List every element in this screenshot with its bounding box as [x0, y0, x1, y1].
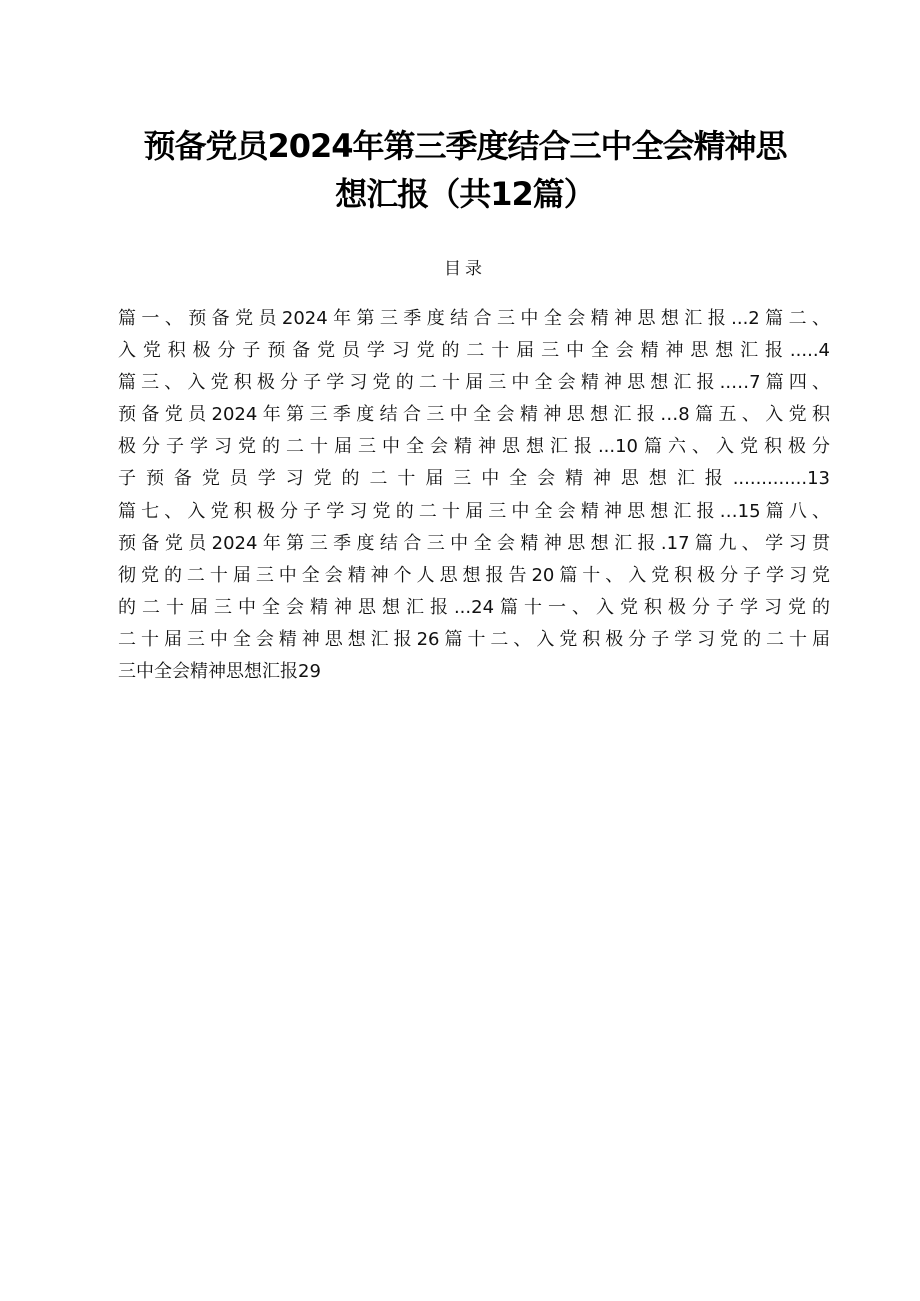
document-title-line-2: 想汇报（共12篇）: [335, 175, 595, 213]
toc-line-3: 篇三、入党积极分子学习党的二十届三中全会精神思想汇报..…7篇四、: [118, 372, 830, 394]
document-title: [120, 122, 810, 218]
toc-line-11: 二十届三中全会精神思想汇报26篇十二、入党积极分子学习党的二十届: [118, 628, 830, 650]
document-title-line-1: 预备党员2024年第三季度结合三中全会精神思: [143, 127, 787, 165]
toc-line-1: 篇一、预备党员2024年第三季度结合三中全会精神思想汇报...2篇二、: [118, 308, 830, 329]
toc-line-10: 的二十届三中全会精神思想汇报...24篇十一、入党积极分子学习党的: [118, 596, 830, 618]
toc-line-4: 预备党员2024年第三季度结合三中全会精神思想汇报…8篇五、入党积: [118, 404, 830, 426]
toc-line-5: 极分子学习党的二十届三中全会精神思想汇报...10篇六、入党积极分: [118, 436, 830, 458]
toc-line-2: 入党积极分子预备党员学习党的二十届三中全会精神思想汇报.....4: [118, 340, 830, 362]
toc-heading: 目录: [444, 259, 486, 279]
toc-line-6: 子预备党员学习党的二十届三中全会精神思想汇报.............13: [118, 468, 830, 490]
toc-line-7: 篇七、入党积极分子学习党的二十届三中全会精神思想汇报…15篇八、: [118, 500, 830, 522]
toc-line-9: 彻党的二十届三中全会精神个人思想报告20篇十、入党积极分子学习党: [118, 564, 830, 586]
toc-line-8: 预备党员2024年第三季度结合三中全会精神思想汇报.17篇九、学习贯: [118, 532, 830, 554]
toc-line-12: 三中全会精神思想汇报29: [118, 661, 321, 683]
table-of-contents: [118, 303, 830, 688]
